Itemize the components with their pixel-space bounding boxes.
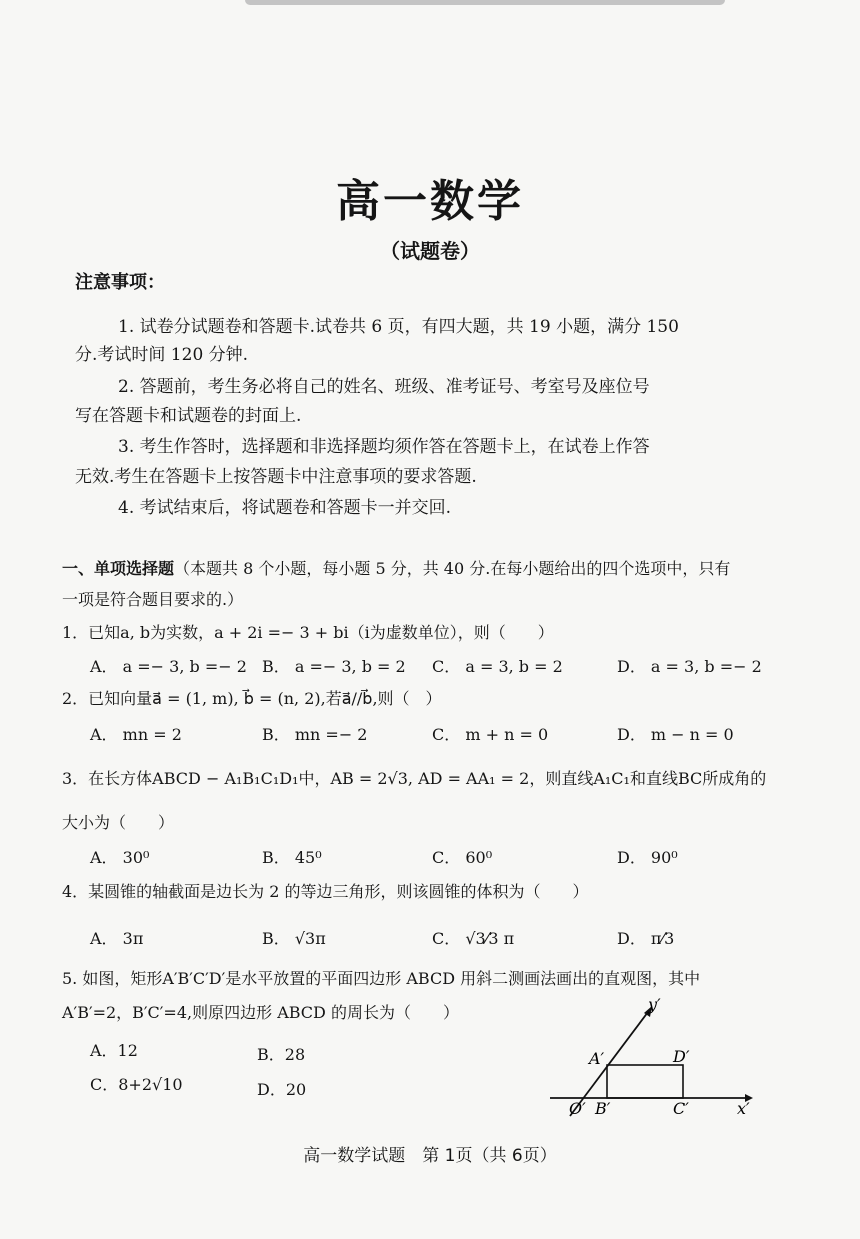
q3-option-a: A． 30⁰ xyxy=(90,848,150,867)
question-3-stem-cont: 大小为（ ） xyxy=(62,813,175,832)
q4-option-a: A． 3π xyxy=(90,929,144,948)
q3-option-d: D． 90⁰ xyxy=(617,848,678,867)
section-desc-cont: 一项是符合题目要求的.） xyxy=(62,590,244,609)
q5-option-b: B．28 xyxy=(257,1045,306,1064)
q2-option-c: C． m + n = 0 xyxy=(432,725,549,744)
q5-option-c: C．8+2√10 xyxy=(90,1075,183,1094)
notice-heading: 注意事项： xyxy=(75,272,165,293)
question-5-stem: 5. 如图，矩形A′B′C′D′是水平放置的平面四边形 ABCD 用斜二测画法画出的直观图，其中 xyxy=(62,969,701,988)
question-2-stem: 2．已知向量a⃗ = (1, m), b⃗ = (n, 2),若a⃗//b⃗,则（ ） xyxy=(62,689,442,708)
section-heading xyxy=(62,556,730,579)
question-4-stem: 4．某圆锥的轴截面是边长为 2 的等边三角形，则该圆锥的体积为（ ） xyxy=(62,882,589,901)
notice-line: 3. 考生作答时，选择题和非选择题均须作答在答题卡上，在试卷上作答 xyxy=(118,437,650,457)
label-x-prime: x′ xyxy=(737,1099,750,1118)
notice-line: 无效.考生在答题卡上按答题卡中注意事项的要求答题. xyxy=(75,467,477,487)
section-title: 一、单项选择题 xyxy=(62,559,175,578)
q4-option-c: C． √3⁄3 π xyxy=(432,929,515,948)
q3-option-b: B． 45⁰ xyxy=(262,848,322,867)
notice-line: 1. 试卷分试题卷和答题卡.试卷共 6 页，有四大题，共 19 小题，满分 150 xyxy=(118,317,679,337)
q2-option-d: D． m − n = 0 xyxy=(617,725,734,744)
q3-option-c: C． 60⁰ xyxy=(432,848,493,867)
label-y-prime: y′ xyxy=(648,995,661,1014)
label-c-prime: C′ xyxy=(673,1099,689,1118)
label-a-prime: A′ xyxy=(589,1049,605,1068)
label-o-prime: O′ xyxy=(569,1099,586,1118)
label-d-prime: D′ xyxy=(673,1047,690,1066)
q1-option-a: A． a =− 3, b =− 2 xyxy=(90,657,247,676)
notice-line: 4. 考试结束后，将试题卷和答题卡一并交回. xyxy=(118,498,452,518)
q1-option-d: D． a = 3, b =− 2 xyxy=(617,657,762,676)
question-5-stem-cont: A′B′=2，B′C′=4,则原四边形 ABCD 的周长为（ ） xyxy=(62,1003,459,1022)
q4-option-b: B． √3π xyxy=(262,929,326,948)
q5-option-d: D．20 xyxy=(257,1080,307,1099)
oblique-projection-figure xyxy=(545,990,760,1120)
notice-line: 写在答题卡和试题卷的封面上. xyxy=(75,406,302,426)
section-desc: （本题共 8 个小题，每小题 5 分，共 40 分.在每小题给出的四个选项中，只有 xyxy=(174,559,731,578)
question-1-stem: 1．已知a, b为实数，a + 2i =− 3 + bi（i为虚数单位），则（ ） xyxy=(62,623,554,642)
q4-option-d: D． π⁄3 xyxy=(617,929,675,948)
page-subtitle: （试题卷） xyxy=(380,239,480,263)
page-title: 高一数学 xyxy=(336,176,524,227)
scan-edge-shadow xyxy=(245,0,725,5)
q1-option-c: C． a = 3, b = 2 xyxy=(432,657,563,676)
q2-option-a: A． mn = 2 xyxy=(90,725,182,744)
q1-option-b: B． a =− 3, b = 2 xyxy=(262,657,406,676)
notice-line: 2. 答题前，考生务必将自己的姓名、班级、准考证号、考室号及座位号 xyxy=(118,377,650,397)
rectangle-abcd xyxy=(607,1065,683,1098)
page-footer: 高一数学试题 第 1页（共 6页） xyxy=(303,1146,557,1166)
label-b-prime: B′ xyxy=(595,1099,611,1118)
q2-option-b: B． mn =− 2 xyxy=(262,725,368,744)
q5-option-a: A．12 xyxy=(90,1041,138,1060)
notice-line: 分.考试时间 120 分钟. xyxy=(75,345,249,365)
question-3-stem: 3．在长方体ABCD − A₁B₁C₁D₁中，AB = 2√3, AD = AA₁ = 2，则直线A₁C₁和直线BC所成角的 xyxy=(62,769,767,788)
